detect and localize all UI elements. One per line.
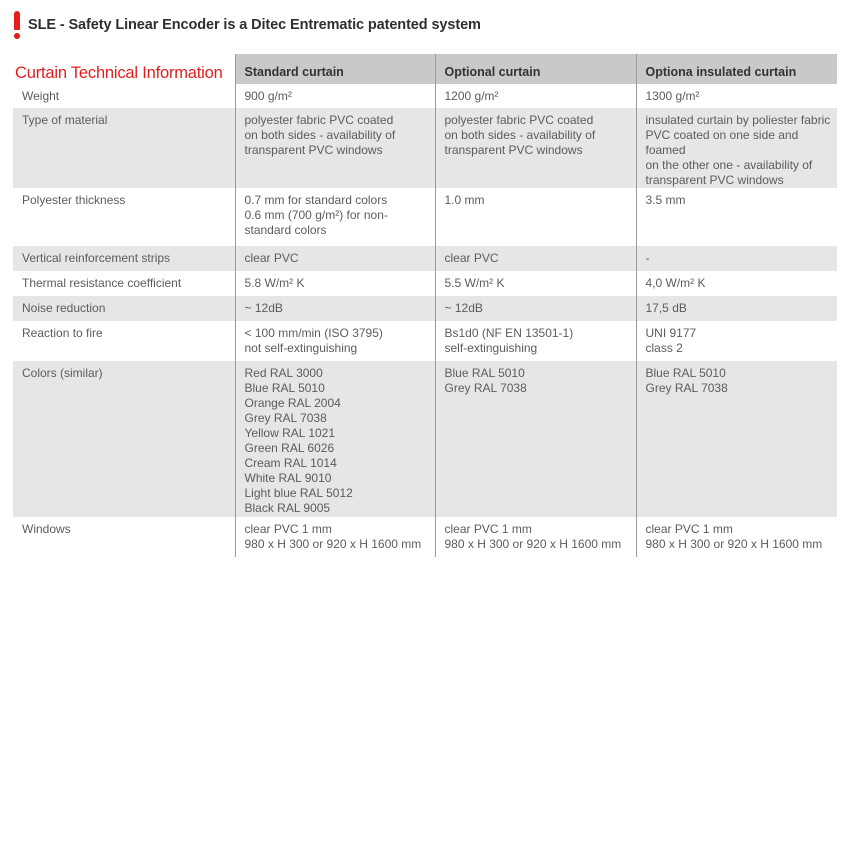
- cell-value: [636, 188, 837, 246]
- cell-text: ~ 12dB: [444, 301, 483, 315]
- cell-text: 5.8 W/m² K: [244, 276, 305, 290]
- column-header: Standard curtain: [235, 54, 435, 84]
- cell-value: [636, 321, 837, 361]
- cell-value: [435, 246, 636, 271]
- cell-text: Red RAL 3000 Blue RAL 5010 Orange RAL 2004 Grey RAL 7038 Yellow RAL 1021 Green RAL 6026 Cream RAL 1014 White RAL 9010 Light blue RAL 5012 Black RAL 9005: [244, 366, 353, 515]
- table-row: [13, 271, 837, 296]
- cell-text: Blue RAL 5010 Grey RAL 7038: [444, 366, 527, 395]
- row-label: Reaction to fire: [22, 326, 103, 340]
- cell-text: < 100 mm/min (ISO 3795) not self-extinguishing: [244, 326, 383, 355]
- cell-value: [636, 517, 837, 557]
- curtain-technical-table: [13, 54, 837, 557]
- cell-value: [235, 246, 435, 271]
- cell-text: clear PVC: [444, 251, 499, 265]
- cell-value: [435, 188, 636, 246]
- cell-value: [435, 84, 636, 108]
- cell-value: [235, 321, 435, 361]
- cell-text: 4,0 W/m² K: [645, 276, 706, 290]
- cell-text: 1200 g/m²: [444, 89, 499, 103]
- notice-text: SLE - Safety Linear Encoder is a Ditec Entrematic patented system: [28, 17, 481, 33]
- cell-value: [435, 296, 636, 321]
- cell-text: polyester fabric PVC coated on both sides - availability of transparent PVC windows: [444, 113, 596, 157]
- cell-value: [636, 361, 837, 517]
- cell-value: [636, 246, 837, 271]
- cell-value: [435, 321, 636, 361]
- cell-value: [435, 271, 636, 296]
- cell-text: 1300 g/m²: [645, 89, 700, 103]
- cell-value: [235, 296, 435, 321]
- cell-text: 900 g/m²: [244, 89, 292, 103]
- cell-value: [636, 108, 837, 188]
- table-row: [13, 108, 837, 188]
- cell-text: 3.5 mm: [645, 193, 686, 207]
- cell-value: [235, 188, 435, 246]
- cell-value: [235, 361, 435, 517]
- row-label: Windows: [22, 522, 71, 536]
- cell-text: clear PVC: [244, 251, 299, 265]
- cell-value: [435, 517, 636, 557]
- cell-value: [636, 84, 837, 108]
- cell-text: 0.7 mm for standard colors 0.6 mm (700 g/m²) for non- standard colors: [244, 193, 388, 237]
- table-row: [13, 517, 837, 557]
- cell-text: 1.0 mm: [444, 193, 485, 207]
- table-header-row: [13, 54, 837, 84]
- cell-text: Blue RAL 5010 Grey RAL 7038: [645, 366, 728, 395]
- table-row: [13, 84, 837, 108]
- table-body: [13, 84, 837, 557]
- cell-text: 5.5 W/m² K: [444, 276, 505, 290]
- cell-value: [636, 296, 837, 321]
- cell-text: 17,5 dB: [645, 301, 687, 315]
- table-row: [13, 296, 837, 321]
- cell-text: polyester fabric PVC coated on both sides - availability of transparent PVC windows: [244, 113, 396, 157]
- cell-text: clear PVC 1 mm 980 x H 300 or 920 x H 1600 mm: [645, 522, 823, 551]
- row-label: Type of material: [13, 108, 235, 188]
- cell-text: ~ 12dB: [244, 301, 283, 315]
- cell-value: [636, 271, 837, 296]
- cell-text: clear PVC 1 mm 980 x H 300 or 920 x H 1600 mm: [444, 522, 622, 551]
- row-label: Weight: [22, 89, 60, 103]
- cell-value: [235, 271, 435, 296]
- row-label: Polyester thickness: [22, 193, 126, 207]
- cell-value: [435, 361, 636, 517]
- patent-notice: [13, 9, 481, 41]
- table-title: Curtain Technical Information: [15, 64, 223, 82]
- row-label: Thermal resistance coefficient: [22, 276, 182, 290]
- cell-text: clear PVC 1 mm 980 x H 300 or 920 x H 1600 mm: [244, 522, 422, 551]
- column-header: Optional curtain: [435, 54, 636, 84]
- cell-text: -: [645, 251, 650, 265]
- row-label: Vertical reinforcement strips: [13, 246, 235, 271]
- exclamation-icon: [13, 11, 22, 39]
- row-label: Colors (similar): [13, 361, 235, 517]
- table-row: [13, 361, 837, 517]
- cell-text: Bs1d0 (NF EN 13501-1) self-extinguishing: [444, 326, 574, 355]
- cell-value: [235, 517, 435, 557]
- cell-text: insulated curtain by poliester fabric PVC coated on one side and foamed on the other one - availability of transparent PVC windows: [645, 113, 831, 187]
- row-label: Noise reduction: [13, 296, 235, 321]
- table-row: [13, 188, 837, 246]
- cell-text: UNI 9177 class 2: [645, 326, 697, 355]
- table-row: [13, 246, 837, 271]
- cell-value: [235, 108, 435, 188]
- cell-value: [435, 108, 636, 188]
- column-header: Optiona insulated curtain: [636, 54, 837, 84]
- table-row: [13, 321, 837, 361]
- cell-value: [235, 84, 435, 108]
